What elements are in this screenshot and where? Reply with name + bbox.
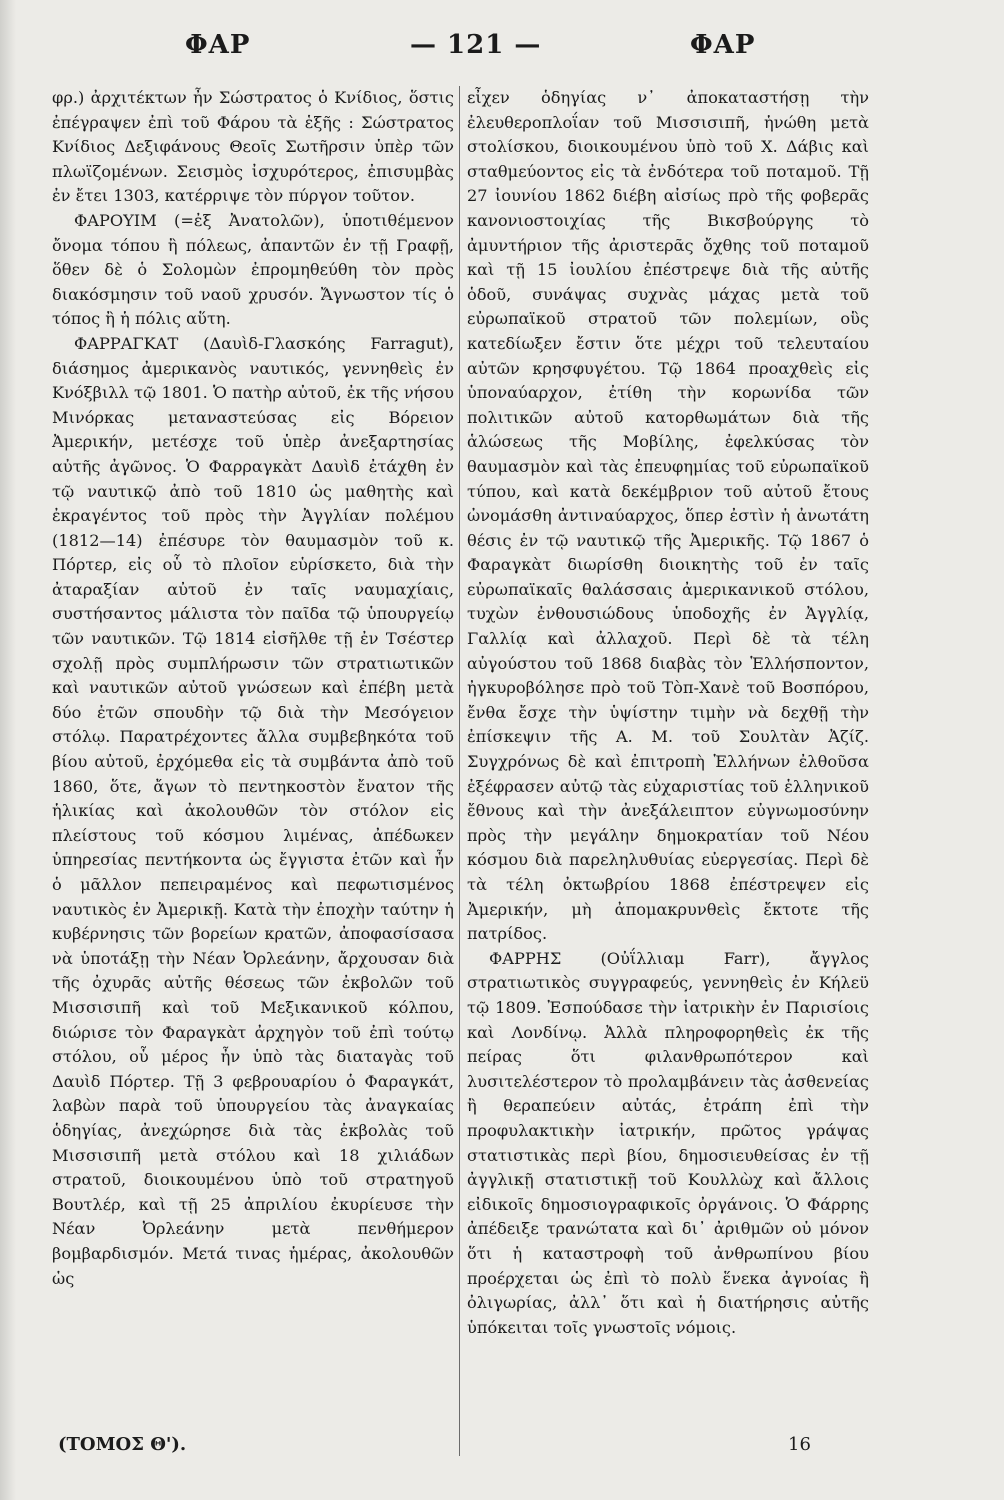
running-header [50, 30, 950, 70]
paragraph: ΦΑΡΡΗΣ (Οὐΐλλιαμ Farr), ἄγγλος στρατιωτικὸς συγγραφεύς, γεννηθεὶς ἐν Κήλεϋ τῷ 1809. Ἐσπούδασε τὴν ἰατρικὴν ἐν Παρισίοις καὶ Λονδίνῳ. Ἀλλὰ πληροφορηθεὶς ἐκ τῆς πείρας ὅτι φιλανθρωπότερον καὶ λυσιτελέστερον τὸ προλαμβάνειν τὰς ἀσθενείας ἢ θεραπεύειν αὐτάς, ἐτράπη ἐπὶ τὴν προφυλακτικὴν ἰατρικήν, πρῶτος γράψας στατιστικὰς περὶ βίου, δημοσιευθείσας ἐν τῇ ἀγγλικῇ στατιστικῇ τοῦ Κουλλὼχ καὶ ἄλλοις εἰδικοῖς δημοσιογραφικοῖς ὀργάνοις. Ὁ Φάρρης ἀπέδειξε τρανώτατα καὶ δι᾿ ἀριθμῶν οὐ μόνον ὅτι ἡ καταστροφὴ τοῦ ἀνθρωπίνου βίου προέρχεται ὡς ἐπὶ τὸ πολὺ ἕνεκα ἀγνοίας ἢ ὀλιγωρίας, ἀλλ᾿ ὅτι καὶ ἡ διατήρησις αὐτῆς ὑπόκειται τοῖς γνωστοῖς νόμοις. [467, 948, 869, 1337]
header-right-keyword: ΦΑΡ [690, 30, 756, 60]
left-column [52, 86, 454, 1291]
paragraph: φρ.) ἀρχιτέκτων ἦν Σώστρατος ὁ Κνίδιος, ὅστις ἐπέγραψεν ἐπὶ τοῦ Φάρου τὰ ἑξῆς : Σώστρατος Κνίδιος Δεξιφάνους Θεοῖς Σωτῆρσιν ὑπὲρ τῶν πλωϊζομένων. Σεισμὸς ἰσχυρότερος, ἐπισυμβὰς ἐν ἔτει 1303, κατέρριψε τὸν πύργον τοῦτον. [52, 88, 454, 206]
column-divider [459, 86, 460, 1456]
signature-number: 16 [788, 1434, 811, 1455]
page-number: — 121 — [410, 30, 542, 60]
header-left-keyword: ΦΑΡ [185, 30, 251, 60]
page-edge-shadow [0, 0, 16, 1500]
paragraph: εἶχεν ὁδηγίας ν᾿ ἀποκαταστήσῃ τὴν ἐλευθεροπλοΐαν τοῦ Μισσισιπῆ, ἡνώθη μετὰ στολίσκου, διοικουμένου ὑπὸ τοῦ Χ. Δάβις καὶ σταθμεύοντος εἰς τὰ ἐνδότερα τοῦ ποταμοῦ. Τῇ 27 ἰουνίου 1862 διέβη αἰσίως πρὸ τῆς φοβερᾶς κανονιοστοιχίας τῆς Βικσβούργης τὸ ἀμυντήριον τῆς ἀριστερᾶς ὄχθης τοῦ ποταμοῦ καὶ τῇ 15 ἰουλίου ἐπέστρεψε διὰ τῆς αὐτῆς ὁδοῦ, συνάψας συχνὰς μάχας μετὰ τοῦ εὐρωπαϊκοῦ στρατοῦ τῶν πολεμίων, οὓς κατεδίωξεν ἔστιν ὅτε μέχρι τοῦ τελευταίου αὐτῶν κρησφυγέτου. Τῷ 1864 προαχθεὶς εἰς ὑποναύαρχον, ἐτίθη τὴν κορωνίδα τῶν πολιτικῶν αὐτοῦ κατορθωμάτων διὰ τῆς ἁλώσεως τῆς Μοβίλης, ἐφελκύσας τὸν θαυμασμὸν καὶ τὰς ἐπευφημίας τοῦ εὐρωπαϊκοῦ τύπου, καὶ κατὰ δεκέμβριον τοῦ αὐτοῦ ἔτους ὠνομάσθη ἀντιναύαρχος, ὅπερ ἐστὶν ἡ ἀνωτάτη θέσις ἐν τῷ ναυτικῷ τῆς Ἀμερικῆς. Τῷ 1867 ὁ Φαραγκὰτ διωρίσθη διοικητὴς τοῦ ἐν ταῖς εὐρωπαϊκαῖς θαλάσσαις ἀμερικανικοῦ στόλου, τυχὼν ἐνθουσιώδους ὑποδοχῆς ἐν Ἀγγλίᾳ, Γαλλίᾳ καὶ ἀλλαχοῦ. Περὶ δὲ τὰ τέλη αὐγούστου τοῦ 1868 διαβὰς τὸν Ἑλλήσποντον, ἠγκυροβόλησε πρὸ τοῦ Τὸπ-Χανὲ τοῦ Βοσπόρου, ἔνθα ἔσχε τὴν ὑψίστην τιμὴν νὰ δεχθῇ τὴν ἐπίσκεψιν τῆς Α. Μ. τοῦ Σουλτὰν Ἀζίζ. Συγχρόνως δὲ καὶ ἐπιτροπὴ Ἑλλήνων ἐλθοῦσα ἐξέφρασεν αὐτῷ τὰς εὐχαριστίας τοῦ ἑλληνικοῦ ἔθνους καὶ τὴν ἀνεξάλειπτον εὐγνωμοσύνην πρὸς τὴν μεγάλην δημοκρατίαν τοῦ Νέου κόσμου διὰ παρεληλυθυίας εὐεργεσίας. Περὶ δὲ τὰ τέλη ὀκτωβρίου 1868 ἐπέστρεψεν εἰς Ἀμερικήν, μὴ ἀπομακρυνθεὶς ἔκτοτε τῆς πατρίδος. [467, 88, 869, 944]
volume-label: (ΤΟΜΟΣ Θ'). [58, 1434, 187, 1455]
paragraph: ΦΑΡΡΑΓΚΑΤ (Δαυὶδ-Γλασκόης Farragut), διάσημος ἀμερικανὸς ναυτικός, γεννηθεὶς ἐν Κνόξβιλλ τῷ 1801. Ὁ πατὴρ αὐτοῦ, ἐκ τῆς νήσου Μινόρκας μεταναστεύσας εἰς Βόρειον Ἀμερικήν, μετέσχε τοῦ ὑπὲρ ἀνεξαρτησίας αὐτῆς ἀγῶνος. Ὁ Φαρραγκὰτ Δαυὶδ ἐτάχθη ἐν τῷ ναυτικῷ ἀπὸ τοῦ 1810 ὡς μαθητὴς καὶ ἐκραγέντος τοῦ πρὸς τὴν Ἀγγλίαν πολέμου (1812—14) ἐπέσυρε τὸν θαυμασμὸν τοῦ κ. Πόρτερ, εἰς οὗ τὸ πλοῖον εὑρίσκετο, διὰ τὴν ἀταραξίαν αὐτοῦ ἐν ταῖς ναυμαχίαις, συστήσαντος μάλιστα τὸν παῖδα τῷ ὑπουργείῳ τῶν ναυτικῶν. Τῷ 1814 εἰσῆλθε τῇ ἐν Τσέστερ σχολῇ πρὸς συμπλήρωσιν τῶν στρατιωτικῶν καὶ ναυτικῶν αὐτοῦ γνώσεων καὶ ἐπέβη μετὰ δύο ἐτῶν σπουδὴν τῷ διὰ τὴν Μεσόγειον στόλῳ. Παρατρέχοντες ἄλλα συμβεβηκότα τοῦ βίου αὐτοῦ, ἐρχόμεθα εἰς τὰ συμβάντα ἀπὸ τοῦ 1860, ὅτε, ἄγων τὸ πεντηκοστὸν ἔνατον τῆς ἡλικίας καὶ ἀκολουθῶν τὸν στόλον εἰς πλείστους τοῦ κόσμου λιμένας, ἀπέδωκεν ὑπηρεσίας πεντήκοντα ὡς ἔγγιστα ἐτῶν καὶ ἦν ὁ μᾶλλον πεπειραμένος καὶ πεφωτισμένος ναυτικὸς ἐν Ἀμερικῇ. Κατὰ τὴν ἐποχὴν ταύτην ἡ κυβέρνησις τῶν βορείων κρατῶν, ἀποφασίσασα νὰ ὑποτάξῃ τὴν Νέαν Ὀρλεάνην, ἄρχουσαν διὰ τῆς ὀχυρᾶς αὐτῆς θέσεως τῶν ἐκβολῶν τοῦ Μισσισιπῆ καὶ τοῦ Μεξικανικοῦ κόλπου, διώρισε τὸν Φαραγκὰτ ἀρχηγὸν τοῦ ἐπὶ τούτῳ στόλου, οὗ μέρος ἦν ὑπὸ τὰς διαταγὰς τοῦ Δαυὶδ Πόρτερ. Τῇ 3 φεβρουαρίου ὁ Φαραγκάτ, λαβὼν παρὰ τοῦ ὑπουργείου τὰς ἀναγκαίας ὁδηγίας, ἀνεχώρησε διὰ τὰς ἐκβολὰς τοῦ Μισσισιπῆ μετὰ στόλου καὶ 18 χιλιάδων στρατοῦ, διοικουμένου ὑπὸ τοῦ στρατηγοῦ Βουτλέρ, καὶ τῇ 25 ἀπριλίου ἐκυρίευσε τὴν Νέαν Ὀρλεάνην μετὰ πενθήμερον βομβαρδισμόν. Μετά τινας ἡμέρας, ἀκολουθῶν ὡς [52, 333, 454, 1288]
paragraph: ΦΑΡΟΥΙΜ (=ἐξ Ἀνατολῶν), ὑποτιθέμενον ὄνομα τόπου ἢ πόλεως, ἀπαντῶν ἐν τῇ Γραφῇ, ὅθεν δὲ ὁ Σολομὼν ἐπρομηθεύθη τὸν πρὸς διακόσμησιν τοῦ ναοῦ χρυσόν. Ἄγνωστον τίς ὁ τόπος ἢ ἡ πόλις αὕτη. [52, 210, 454, 329]
right-column [467, 86, 869, 1340]
